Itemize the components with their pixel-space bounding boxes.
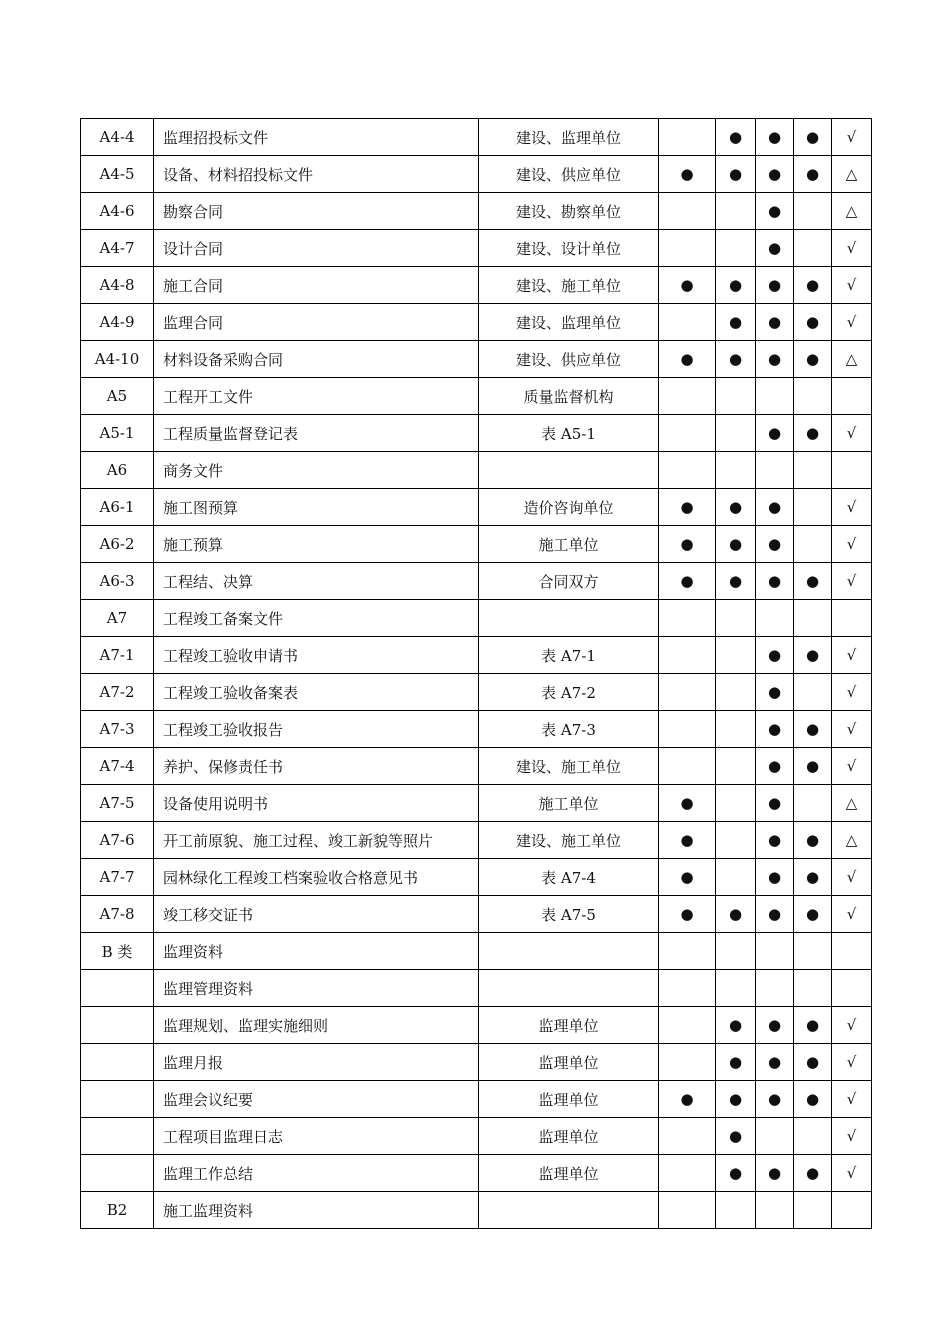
item-code: A7-3 [81, 711, 154, 748]
item-name: 工程竣工备案文件 [154, 600, 479, 637]
storage-mark [659, 1007, 716, 1044]
responsible-unit: 建设、监理单位 [479, 119, 659, 156]
storage-mark [716, 674, 756, 711]
table-row [81, 1081, 872, 1118]
item-name: 工程竣工验收报告 [154, 711, 479, 748]
storage-mark: ● [756, 1081, 794, 1118]
responsible-unit: 建设、供应单位 [479, 156, 659, 193]
table-row [81, 526, 872, 563]
item-code: A7-4 [81, 748, 154, 785]
responsible-unit: 建设、设计单位 [479, 230, 659, 267]
item-code: A7-1 [81, 637, 154, 674]
archive-status-mark: △ [832, 156, 872, 193]
table-row [81, 452, 872, 489]
responsible-unit: 表 A5-1 [479, 415, 659, 452]
storage-mark: ● [659, 859, 716, 896]
responsible-unit: 造价咨询单位 [479, 489, 659, 526]
storage-mark: ● [756, 119, 794, 156]
storage-mark [659, 378, 716, 415]
storage-mark [716, 452, 756, 489]
storage-mark: ● [794, 415, 832, 452]
item-code: A7-6 [81, 822, 154, 859]
archive-status-mark: △ [832, 785, 872, 822]
responsible-unit [479, 933, 659, 970]
storage-mark [716, 193, 756, 230]
storage-mark: ● [716, 304, 756, 341]
item-name: 工程竣工验收申请书 [154, 637, 479, 674]
storage-mark [659, 1192, 716, 1229]
storage-mark: ● [659, 156, 716, 193]
archive-status-mark: √ [832, 563, 872, 600]
item-name: 园林绿化工程竣工档案验收合格意见书 [154, 859, 479, 896]
archive-status-mark: √ [832, 1081, 872, 1118]
responsible-unit: 监理单位 [479, 1044, 659, 1081]
storage-mark: ● [794, 119, 832, 156]
item-name: 工程竣工验收备案表 [154, 674, 479, 711]
table-row [81, 674, 872, 711]
storage-mark [659, 1155, 716, 1192]
storage-mark [659, 193, 716, 230]
table-row [81, 489, 872, 526]
table-body [81, 119, 872, 1229]
item-code: A4-6 [81, 193, 154, 230]
storage-mark: ● [756, 674, 794, 711]
storage-mark [716, 933, 756, 970]
archive-status-mark [832, 600, 872, 637]
storage-mark: ● [659, 341, 716, 378]
storage-mark: ● [716, 1044, 756, 1081]
item-code: A4-4 [81, 119, 154, 156]
storage-mark: ● [756, 822, 794, 859]
storage-mark [659, 230, 716, 267]
storage-mark [659, 1118, 716, 1155]
responsible-unit: 建设、施工单位 [479, 748, 659, 785]
storage-mark [756, 452, 794, 489]
storage-mark: ● [756, 748, 794, 785]
item-code [81, 970, 154, 1007]
storage-mark: ● [756, 637, 794, 674]
table-row [81, 822, 872, 859]
table-row [81, 378, 872, 415]
item-code: A4-8 [81, 267, 154, 304]
storage-mark: ● [659, 1081, 716, 1118]
item-name: 设备使用说明书 [154, 785, 479, 822]
archive-status-mark [832, 452, 872, 489]
storage-mark: ● [659, 822, 716, 859]
archive-status-mark: √ [832, 119, 872, 156]
storage-mark: ● [659, 563, 716, 600]
table-row [81, 267, 872, 304]
storage-mark: ● [716, 1118, 756, 1155]
storage-mark: ● [794, 748, 832, 785]
item-code: B2 [81, 1192, 154, 1229]
table-row [81, 1118, 872, 1155]
storage-mark [794, 489, 832, 526]
storage-mark: ● [794, 859, 832, 896]
storage-mark: ● [716, 896, 756, 933]
item-code: B 类 [81, 933, 154, 970]
item-name: 监理会议纪要 [154, 1081, 479, 1118]
table-row [81, 896, 872, 933]
storage-mark [794, 1192, 832, 1229]
storage-mark: ● [794, 1044, 832, 1081]
item-name: 工程项目监理日志 [154, 1118, 479, 1155]
storage-mark: ● [794, 1155, 832, 1192]
item-name: 监理管理资料 [154, 970, 479, 1007]
item-name: 监理工作总结 [154, 1155, 479, 1192]
archive-status-mark: √ [832, 415, 872, 452]
table-row [81, 859, 872, 896]
storage-mark: ● [716, 489, 756, 526]
storage-mark: ● [756, 859, 794, 896]
archive-status-mark: √ [832, 1155, 872, 1192]
item-name: 监理资料 [154, 933, 479, 970]
storage-mark: ● [659, 489, 716, 526]
archive-status-mark: √ [832, 230, 872, 267]
storage-mark [756, 1118, 794, 1155]
item-name: 商务文件 [154, 452, 479, 489]
archive-status-mark: √ [832, 748, 872, 785]
storage-mark: ● [659, 267, 716, 304]
item-code [81, 1081, 154, 1118]
table-row [81, 785, 872, 822]
item-code: A7 [81, 600, 154, 637]
table-row [81, 119, 872, 156]
table-row [81, 563, 872, 600]
archive-status-mark: √ [832, 1118, 872, 1155]
storage-mark [794, 785, 832, 822]
table-row [81, 230, 872, 267]
item-name: 工程结、决算 [154, 563, 479, 600]
item-code [81, 1118, 154, 1155]
item-code: A4-7 [81, 230, 154, 267]
archive-status-mark: △ [832, 193, 872, 230]
storage-mark [716, 600, 756, 637]
table-row [81, 341, 872, 378]
storage-mark [716, 637, 756, 674]
responsible-unit: 监理单位 [479, 1155, 659, 1192]
storage-mark: ● [794, 711, 832, 748]
storage-mark: ● [659, 526, 716, 563]
responsible-unit: 建设、监理单位 [479, 304, 659, 341]
storage-mark [716, 711, 756, 748]
storage-mark: ● [756, 304, 794, 341]
storage-mark [659, 415, 716, 452]
item-code: A6-2 [81, 526, 154, 563]
storage-mark [794, 452, 832, 489]
storage-mark: ● [756, 526, 794, 563]
responsible-unit: 表 A7-5 [479, 896, 659, 933]
archive-status-mark: √ [832, 711, 872, 748]
storage-mark: ● [756, 1044, 794, 1081]
storage-mark [659, 748, 716, 785]
item-code: A5-1 [81, 415, 154, 452]
archive-status-mark: √ [832, 1007, 872, 1044]
responsible-unit: 监理单位 [479, 1007, 659, 1044]
storage-mark [716, 748, 756, 785]
responsible-unit: 表 A7-2 [479, 674, 659, 711]
storage-mark [794, 933, 832, 970]
storage-mark [716, 230, 756, 267]
storage-mark [794, 193, 832, 230]
storage-mark: ● [716, 119, 756, 156]
storage-mark: ● [716, 341, 756, 378]
item-name: 施工监理资料 [154, 1192, 479, 1229]
storage-mark [659, 119, 716, 156]
responsible-unit [479, 1192, 659, 1229]
storage-mark [794, 230, 832, 267]
table-row [81, 748, 872, 785]
storage-mark [716, 822, 756, 859]
storage-mark [716, 415, 756, 452]
storage-mark [794, 970, 832, 1007]
storage-mark: ● [756, 489, 794, 526]
table-row [81, 415, 872, 452]
item-name: 材料设备采购合同 [154, 341, 479, 378]
item-code: A7-2 [81, 674, 154, 711]
storage-mark: ● [716, 1007, 756, 1044]
item-name: 监理合同 [154, 304, 479, 341]
storage-mark: ● [756, 193, 794, 230]
storage-mark: ● [756, 1007, 794, 1044]
storage-mark [716, 970, 756, 1007]
storage-mark [794, 600, 832, 637]
item-name: 设备、材料招投标文件 [154, 156, 479, 193]
storage-mark: ● [756, 415, 794, 452]
storage-mark: ● [794, 563, 832, 600]
item-name: 设计合同 [154, 230, 479, 267]
storage-mark: ● [716, 563, 756, 600]
storage-mark [659, 1044, 716, 1081]
archive-status-mark [832, 933, 872, 970]
storage-mark [756, 378, 794, 415]
storage-mark [716, 378, 756, 415]
item-name: 监理月报 [154, 1044, 479, 1081]
item-code [81, 1044, 154, 1081]
storage-mark: ● [794, 156, 832, 193]
storage-mark [659, 970, 716, 1007]
storage-mark: ● [716, 156, 756, 193]
responsible-unit: 监理单位 [479, 1118, 659, 1155]
storage-mark [756, 933, 794, 970]
table-row [81, 933, 872, 970]
table-row [81, 1007, 872, 1044]
storage-mark: ● [716, 526, 756, 563]
item-code: A7-5 [81, 785, 154, 822]
item-code [81, 1155, 154, 1192]
responsible-unit: 施工单位 [479, 785, 659, 822]
storage-mark: ● [794, 896, 832, 933]
storage-mark: ● [794, 1007, 832, 1044]
item-name: 施工合同 [154, 267, 479, 304]
responsible-unit: 施工单位 [479, 526, 659, 563]
storage-mark: ● [756, 341, 794, 378]
storage-mark [716, 1192, 756, 1229]
storage-mark: ● [756, 1155, 794, 1192]
responsible-unit: 表 A7-1 [479, 637, 659, 674]
table-row [81, 1155, 872, 1192]
item-code: A6-1 [81, 489, 154, 526]
archive-status-mark: △ [832, 341, 872, 378]
table-row [81, 1192, 872, 1229]
storage-mark: ● [794, 341, 832, 378]
responsible-unit [479, 970, 659, 1007]
storage-mark [756, 1192, 794, 1229]
item-name: 竣工移交证书 [154, 896, 479, 933]
storage-mark [716, 785, 756, 822]
storage-mark: ● [716, 1081, 756, 1118]
storage-mark [794, 1118, 832, 1155]
table-row [81, 637, 872, 674]
storage-mark: ● [794, 1081, 832, 1118]
responsible-unit: 表 A7-4 [479, 859, 659, 896]
storage-mark: ● [659, 785, 716, 822]
item-name: 开工前原貌、施工过程、竣工新貌等照片 [154, 822, 479, 859]
archive-status-mark [832, 970, 872, 1007]
storage-mark [756, 600, 794, 637]
archive-table [80, 118, 872, 1229]
item-code [81, 1007, 154, 1044]
storage-mark: ● [756, 563, 794, 600]
item-name: 监理规划、监理实施细则 [154, 1007, 479, 1044]
archive-status-mark: △ [832, 822, 872, 859]
storage-mark: ● [756, 896, 794, 933]
item-code: A4-10 [81, 341, 154, 378]
archive-status-mark: √ [832, 674, 872, 711]
table-row [81, 193, 872, 230]
storage-mark: ● [716, 267, 756, 304]
storage-mark [716, 859, 756, 896]
item-name: 工程开工文件 [154, 378, 479, 415]
table-row [81, 1044, 872, 1081]
item-code: A7-7 [81, 859, 154, 896]
item-code: A5 [81, 378, 154, 415]
storage-mark [794, 526, 832, 563]
responsible-unit [479, 452, 659, 489]
storage-mark: ● [756, 711, 794, 748]
storage-mark [659, 452, 716, 489]
archive-status-mark: √ [832, 267, 872, 304]
item-code: A6-3 [81, 563, 154, 600]
storage-mark: ● [794, 637, 832, 674]
storage-mark [794, 378, 832, 415]
storage-mark [659, 304, 716, 341]
storage-mark: ● [794, 267, 832, 304]
item-name: 施工预算 [154, 526, 479, 563]
item-name: 勘察合同 [154, 193, 479, 230]
storage-mark [659, 711, 716, 748]
storage-mark: ● [756, 267, 794, 304]
item-name: 工程质量监督登记表 [154, 415, 479, 452]
archive-status-mark: √ [832, 489, 872, 526]
item-name: 监理招投标文件 [154, 119, 479, 156]
responsible-unit: 表 A7-3 [479, 711, 659, 748]
responsible-unit [479, 600, 659, 637]
storage-mark: ● [659, 896, 716, 933]
archive-status-mark: √ [832, 896, 872, 933]
archive-status-mark: √ [832, 526, 872, 563]
item-code: A6 [81, 452, 154, 489]
storage-mark [794, 674, 832, 711]
storage-mark [659, 637, 716, 674]
table-row [81, 711, 872, 748]
archive-status-mark: √ [832, 637, 872, 674]
item-code: A7-8 [81, 896, 154, 933]
responsible-unit: 建设、勘察单位 [479, 193, 659, 230]
storage-mark [756, 970, 794, 1007]
storage-mark [659, 674, 716, 711]
table-row [81, 600, 872, 637]
item-name: 养护、保修责任书 [154, 748, 479, 785]
responsible-unit: 质量监督机构 [479, 378, 659, 415]
archive-status-mark [832, 1192, 872, 1229]
table-row [81, 970, 872, 1007]
storage-mark: ● [794, 822, 832, 859]
responsible-unit: 建设、施工单位 [479, 822, 659, 859]
archive-status-mark: √ [832, 304, 872, 341]
archive-status-mark: √ [832, 1044, 872, 1081]
item-code: A4-5 [81, 156, 154, 193]
storage-mark: ● [756, 156, 794, 193]
responsible-unit: 建设、供应单位 [479, 341, 659, 378]
table-row [81, 304, 872, 341]
storage-mark [659, 600, 716, 637]
item-code: A4-9 [81, 304, 154, 341]
storage-mark: ● [756, 785, 794, 822]
responsible-unit: 建设、施工单位 [479, 267, 659, 304]
storage-mark [659, 933, 716, 970]
archive-status-mark [832, 378, 872, 415]
storage-mark: ● [794, 304, 832, 341]
responsible-unit: 合同双方 [479, 563, 659, 600]
item-name: 施工图预算 [154, 489, 479, 526]
storage-mark: ● [756, 230, 794, 267]
archive-status-mark: √ [832, 859, 872, 896]
storage-mark: ● [716, 1155, 756, 1192]
responsible-unit: 监理单位 [479, 1081, 659, 1118]
table-row [81, 156, 872, 193]
